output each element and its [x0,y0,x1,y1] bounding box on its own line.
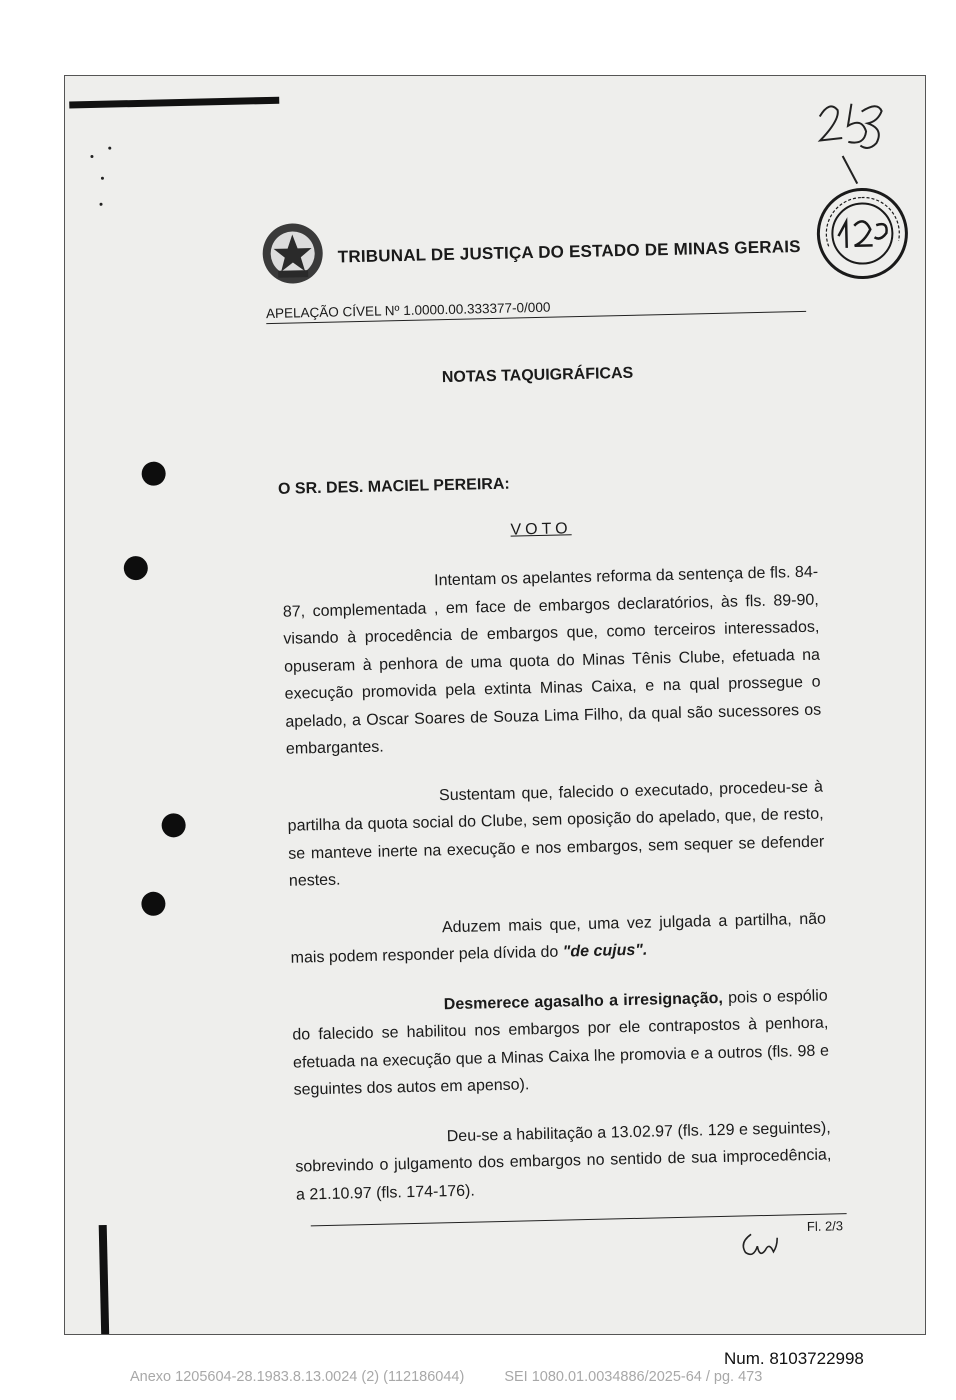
punch-hole [141,892,166,917]
punch-hole [124,556,149,581]
paragraph-text: Aduzem mais que, uma vez julgada a partilha, não mais podem responder pela dívida do [290,910,827,967]
scan-edge-mark [69,97,279,109]
punch-hole [141,461,166,486]
punch-hole [161,813,186,838]
handwritten-initials [737,1228,782,1261]
speaker-heading: O SR. DES. MACIEL PEREIRA: [277,475,510,498]
paragraph [292,982,830,1104]
scan-speck [101,177,104,180]
letterhead [259,209,820,292]
section-heading: VOTO [510,520,572,539]
latin-term: "de cujus". [562,941,648,961]
annex-reference [130,1369,762,1385]
document-title: NOTAS TAQUIGRÁFICAS [441,364,634,387]
annex-id: Anexo 1205604-28.1983.8.13.0024 (2) (112186044) [130,1369,465,1385]
case-number: APELAÇÃO CÍVEL Nº 1.0000.00.333377-0/000 [266,294,806,324]
sei-reference: SEI 1080.01.0034886/2025-64 / pg. 473 [504,1369,763,1385]
court-name: TRIBUNAL DE JUSTIÇA DO ESTADO DE MINAS GERAIS [337,236,801,267]
scan-speck [100,203,103,206]
scanned-page [64,75,926,1335]
paragraph: Intentam os apelantes reforma da sentença de fls. 84-87, complementada , em face de embargos declaratórios, às fls. 89-90, visando à procedência de embargos que, como terceiros interessados, opuseram à penhora de uma quota do Minas Tênis Clube, efetuada na execução promovida pela extinta Minas Caixa, e na qual prossegue o apelado, a Oscar Soares de Souza Lima Filho, da qual são sucessores os embargantes. [282,563,822,758]
paragraph: Sustentam que, falecido o executado, procedeu-se à partilha da quota social do Clube, sem oposição do apelado, que, de resto, se manteve inerte na execução e nos embargos, sem sequer se defender nestes. [287,778,825,890]
document-number: Num. 8103722998 [724,1349,864,1368]
document-sheet [64,75,926,1335]
tribunal-stamp [813,184,911,282]
emphasized-text: Desmerece agasalho a irresignação, [443,989,724,1013]
paragraph: Deu-se a habilitação a 13.02.97 (fls. 129 e seguintes), sobrevindo o julgamento dos embargos no sentido de sua improcedência, a 21.10.97 (fls. 174-176). [295,1118,832,1204]
scan-speck [108,147,111,150]
paragraph-text: pois o espólio do falecido se habilitou nos embargos por ele contrapostos à penhora, efetuada na execução que a Minas Caixa lhe promovia e a outros (fls. 98 e seguintes dos autos em apenso). [292,987,830,1099]
scan-speck [90,155,93,158]
coat-of-arms-icon [259,220,326,287]
handwritten-page-number [811,95,889,189]
scan-edge-mark [99,1225,109,1335]
folio-number: Fl. 2/3 [806,1218,844,1235]
vote-body [282,559,833,1231]
paragraph [290,905,827,972]
